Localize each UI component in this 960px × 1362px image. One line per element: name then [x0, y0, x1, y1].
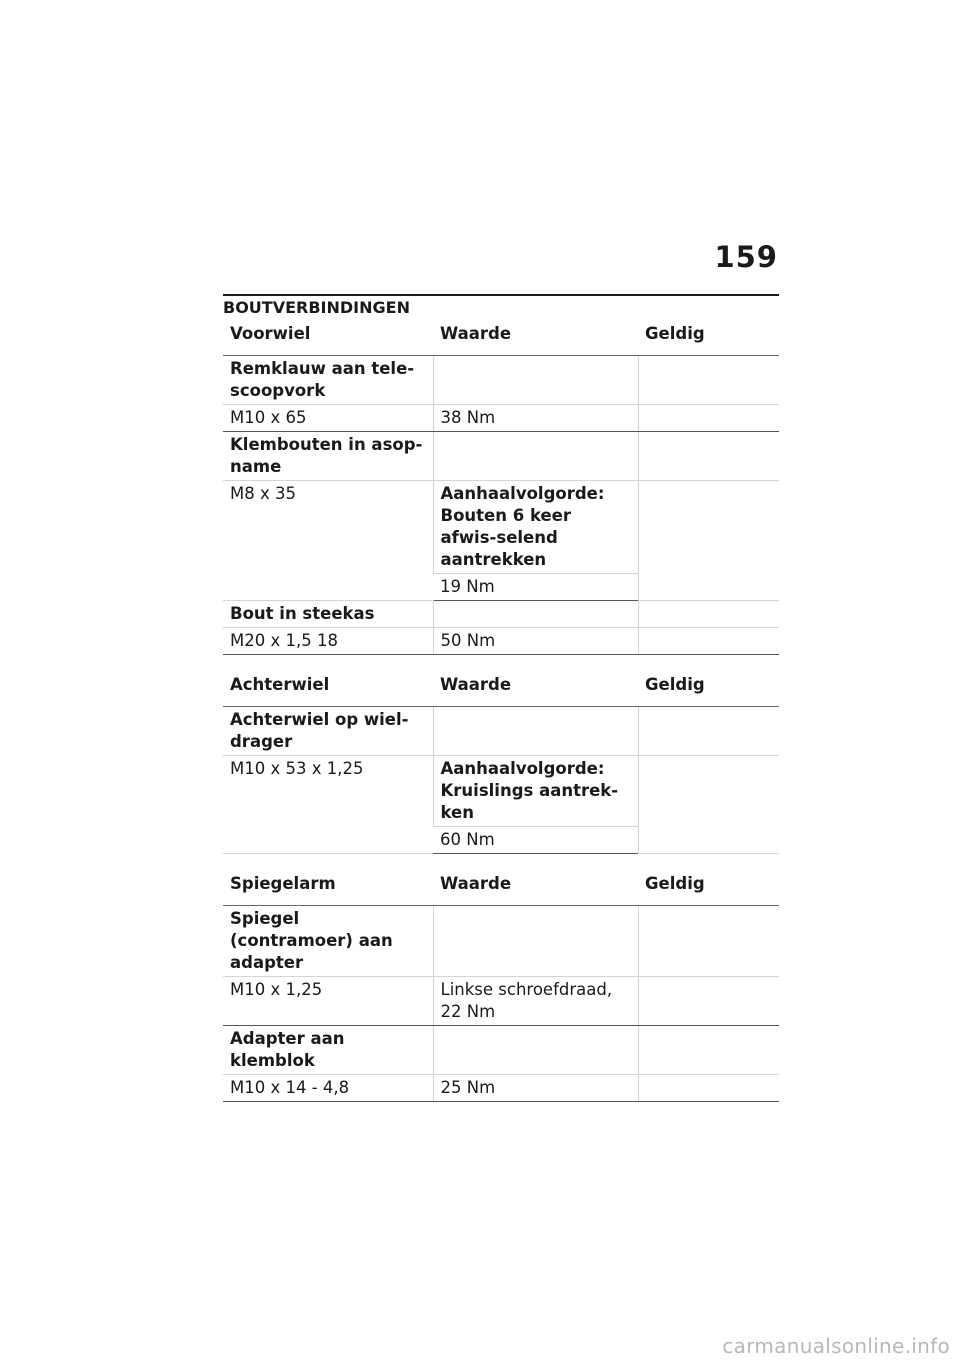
column-header: Waarde: [433, 671, 638, 707]
table-row: [223, 1026, 779, 1075]
table-row: [223, 707, 779, 756]
table-header-row: [223, 671, 779, 707]
table-row: [223, 432, 779, 481]
table-header-row: [223, 320, 779, 356]
table-row: [223, 405, 779, 432]
part-name: Remklauw aan tele-scoopvork: [223, 356, 433, 405]
part-name: Adapter aan klemblok: [223, 1026, 433, 1075]
bolt-size: M10 x 53 x 1,25: [223, 756, 433, 854]
torque-value: Linkse schroefdraad, 22 Nm: [433, 977, 638, 1026]
table-header-row: [223, 870, 779, 906]
table-achterwiel: [223, 671, 779, 854]
tightening-note: Aanhaalvolgorde: Kruislings aantrek-ken: [433, 756, 638, 827]
torque-value: 38 Nm: [433, 405, 638, 432]
torque-value: 50 Nm: [433, 628, 638, 655]
watermark: carmanualsonline.info: [722, 1334, 950, 1358]
table-row: [223, 756, 779, 827]
table-spiegelarm: [223, 870, 779, 1102]
torque-value: 19 Nm: [433, 574, 638, 601]
column-header: Geldig: [638, 320, 779, 356]
bolt-size: M10 x 1,25: [223, 977, 433, 1026]
table-row: [223, 906, 779, 977]
column-header: Spiegelarm: [223, 870, 433, 906]
table-row: [223, 977, 779, 1026]
column-header: Geldig: [638, 671, 779, 707]
column-header: Voorwiel: [223, 320, 433, 356]
page-number: 159: [714, 240, 778, 274]
column-header: Geldig: [638, 870, 779, 906]
bolt-size: M10 x 14 - 4,8: [223, 1075, 433, 1102]
column-header: Achterwiel: [223, 671, 433, 707]
part-name: Bout in steekas: [223, 601, 433, 628]
bolt-size: M10 x 65: [223, 405, 433, 432]
table-row: [223, 1075, 779, 1102]
bolt-size: M8 x 35: [223, 481, 433, 601]
column-header: Waarde: [433, 320, 638, 356]
torque-value: 60 Nm: [433, 827, 638, 854]
part-name: Spiegel (contramoer) aan adapter: [223, 906, 433, 977]
table-row: [223, 356, 779, 405]
table-row: [223, 481, 779, 574]
tightening-note: Aanhaalvolgorde: Bouten 6 keer afwis-selend aantrekken: [433, 481, 638, 574]
table-row: [223, 628, 779, 655]
bolt-size: M20 x 1,5 18: [223, 628, 433, 655]
torque-tables: [223, 320, 779, 1102]
table-voorwiel: [223, 320, 779, 655]
torque-value: 25 Nm: [433, 1075, 638, 1102]
part-name: Achterwiel op wiel-drager: [223, 707, 433, 756]
section-title: BOUTVERBINDINGEN: [223, 298, 410, 317]
column-header: Waarde: [433, 870, 638, 906]
part-name: Klembouten in asop-name: [223, 432, 433, 481]
section-divider: [223, 294, 779, 296]
table-row: [223, 601, 779, 628]
